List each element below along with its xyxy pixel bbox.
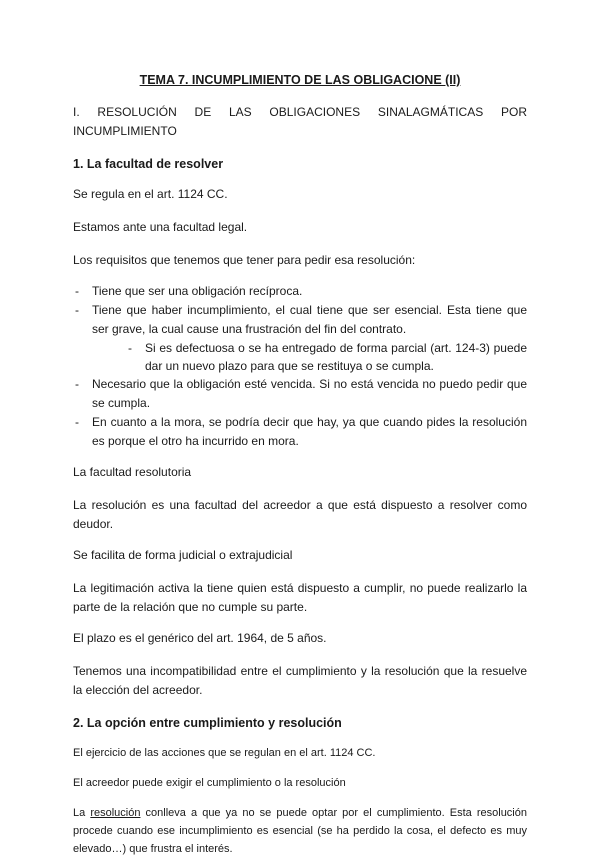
paragraph: Los requisitos que tenemos que tener para pedir esa resolución: — [73, 253, 416, 267]
sub-list — [92, 339, 527, 375]
paragraph: El ejercicio de las acciones que se regulan en el art. 1124 CC. — [73, 747, 376, 759]
section-i-heading — [73, 103, 527, 141]
list-item: - Tiene que ser una obligación recíproca. — [73, 282, 527, 301]
sub-list-item: - Si es defectuosa o se ha entregado de forma parcial (art. 124-3) puede dar un nuevo plazo para que se restituya o se cumpla. — [92, 339, 527, 375]
text-run: La — [73, 807, 91, 819]
paragraph: La facultad resolutoria — [73, 465, 192, 479]
text-run: conlleva a que ya no se puede optar por el cumplimiento. Esta resolución procede cuando ese incumplimiento es esencial (se ha perdido la cosa, el defecto es muy elevado…) que frustra el interés. — [73, 807, 527, 855]
paragraph: El plazo es el genérico del art. 1964, de 5 años. — [73, 631, 327, 645]
list-item-text: Tiene que haber incumplimiento, el cual tiene que ser esencial. Esta tiene que ser grave, la cual cause una frustración del fin del contrato. — [92, 303, 527, 336]
document-content — [73, 72, 527, 858]
list-item — [73, 301, 527, 375]
paragraph — [73, 804, 527, 858]
requirements-list — [73, 282, 527, 451]
section-i-line1: I. RESOLUCIÓN DE LAS OBLIGACIONES SINALAGMÁTICAS POR — [73, 105, 527, 119]
list-item: - Necesario que la obligación esté vencida. Si no está vencida no puedo pedir que se cumpla. — [73, 375, 527, 413]
paragraph: La legitimación activa la tiene quien está dispuesto a cumplir, no puede realizarlo la parte de la relación que no cumple su parte. — [73, 581, 527, 614]
paragraph: Se facilita de forma judicial o extrajudicial — [73, 548, 293, 562]
paragraph: Tenemos una incompatibilidad entre el cumplimiento y la resolución que la resuelve la elección del acreedor. — [73, 664, 527, 697]
section-2-heading: 2. La opción entre cumplimiento y resolución — [73, 716, 342, 730]
list-item: - En cuanto a la mora, se podría decir que hay, ya que cuando pides la resolución es porque el otro ha incurrido en mora. — [73, 413, 527, 451]
section-i-line2: INCUMPLIMIENTO — [73, 124, 177, 138]
paragraph: El acreedor puede exigir el cumplimiento o la resolución — [73, 777, 346, 789]
paragraph: Se regula en el art. 1124 CC. — [73, 187, 228, 201]
paragraph: La resolución es una facultad del acreedor a que está dispuesto a resolver como deudor. — [73, 498, 527, 531]
underlined-term: resolución — [90, 807, 141, 819]
section-1-heading: 1. La facultad de resolver — [73, 157, 224, 171]
document-title: TEMA 7. INCUMPLIMIENTO DE LAS OBLIGACIONE (II) — [139, 73, 461, 87]
paragraph: Estamos ante una facultad legal. — [73, 220, 248, 234]
